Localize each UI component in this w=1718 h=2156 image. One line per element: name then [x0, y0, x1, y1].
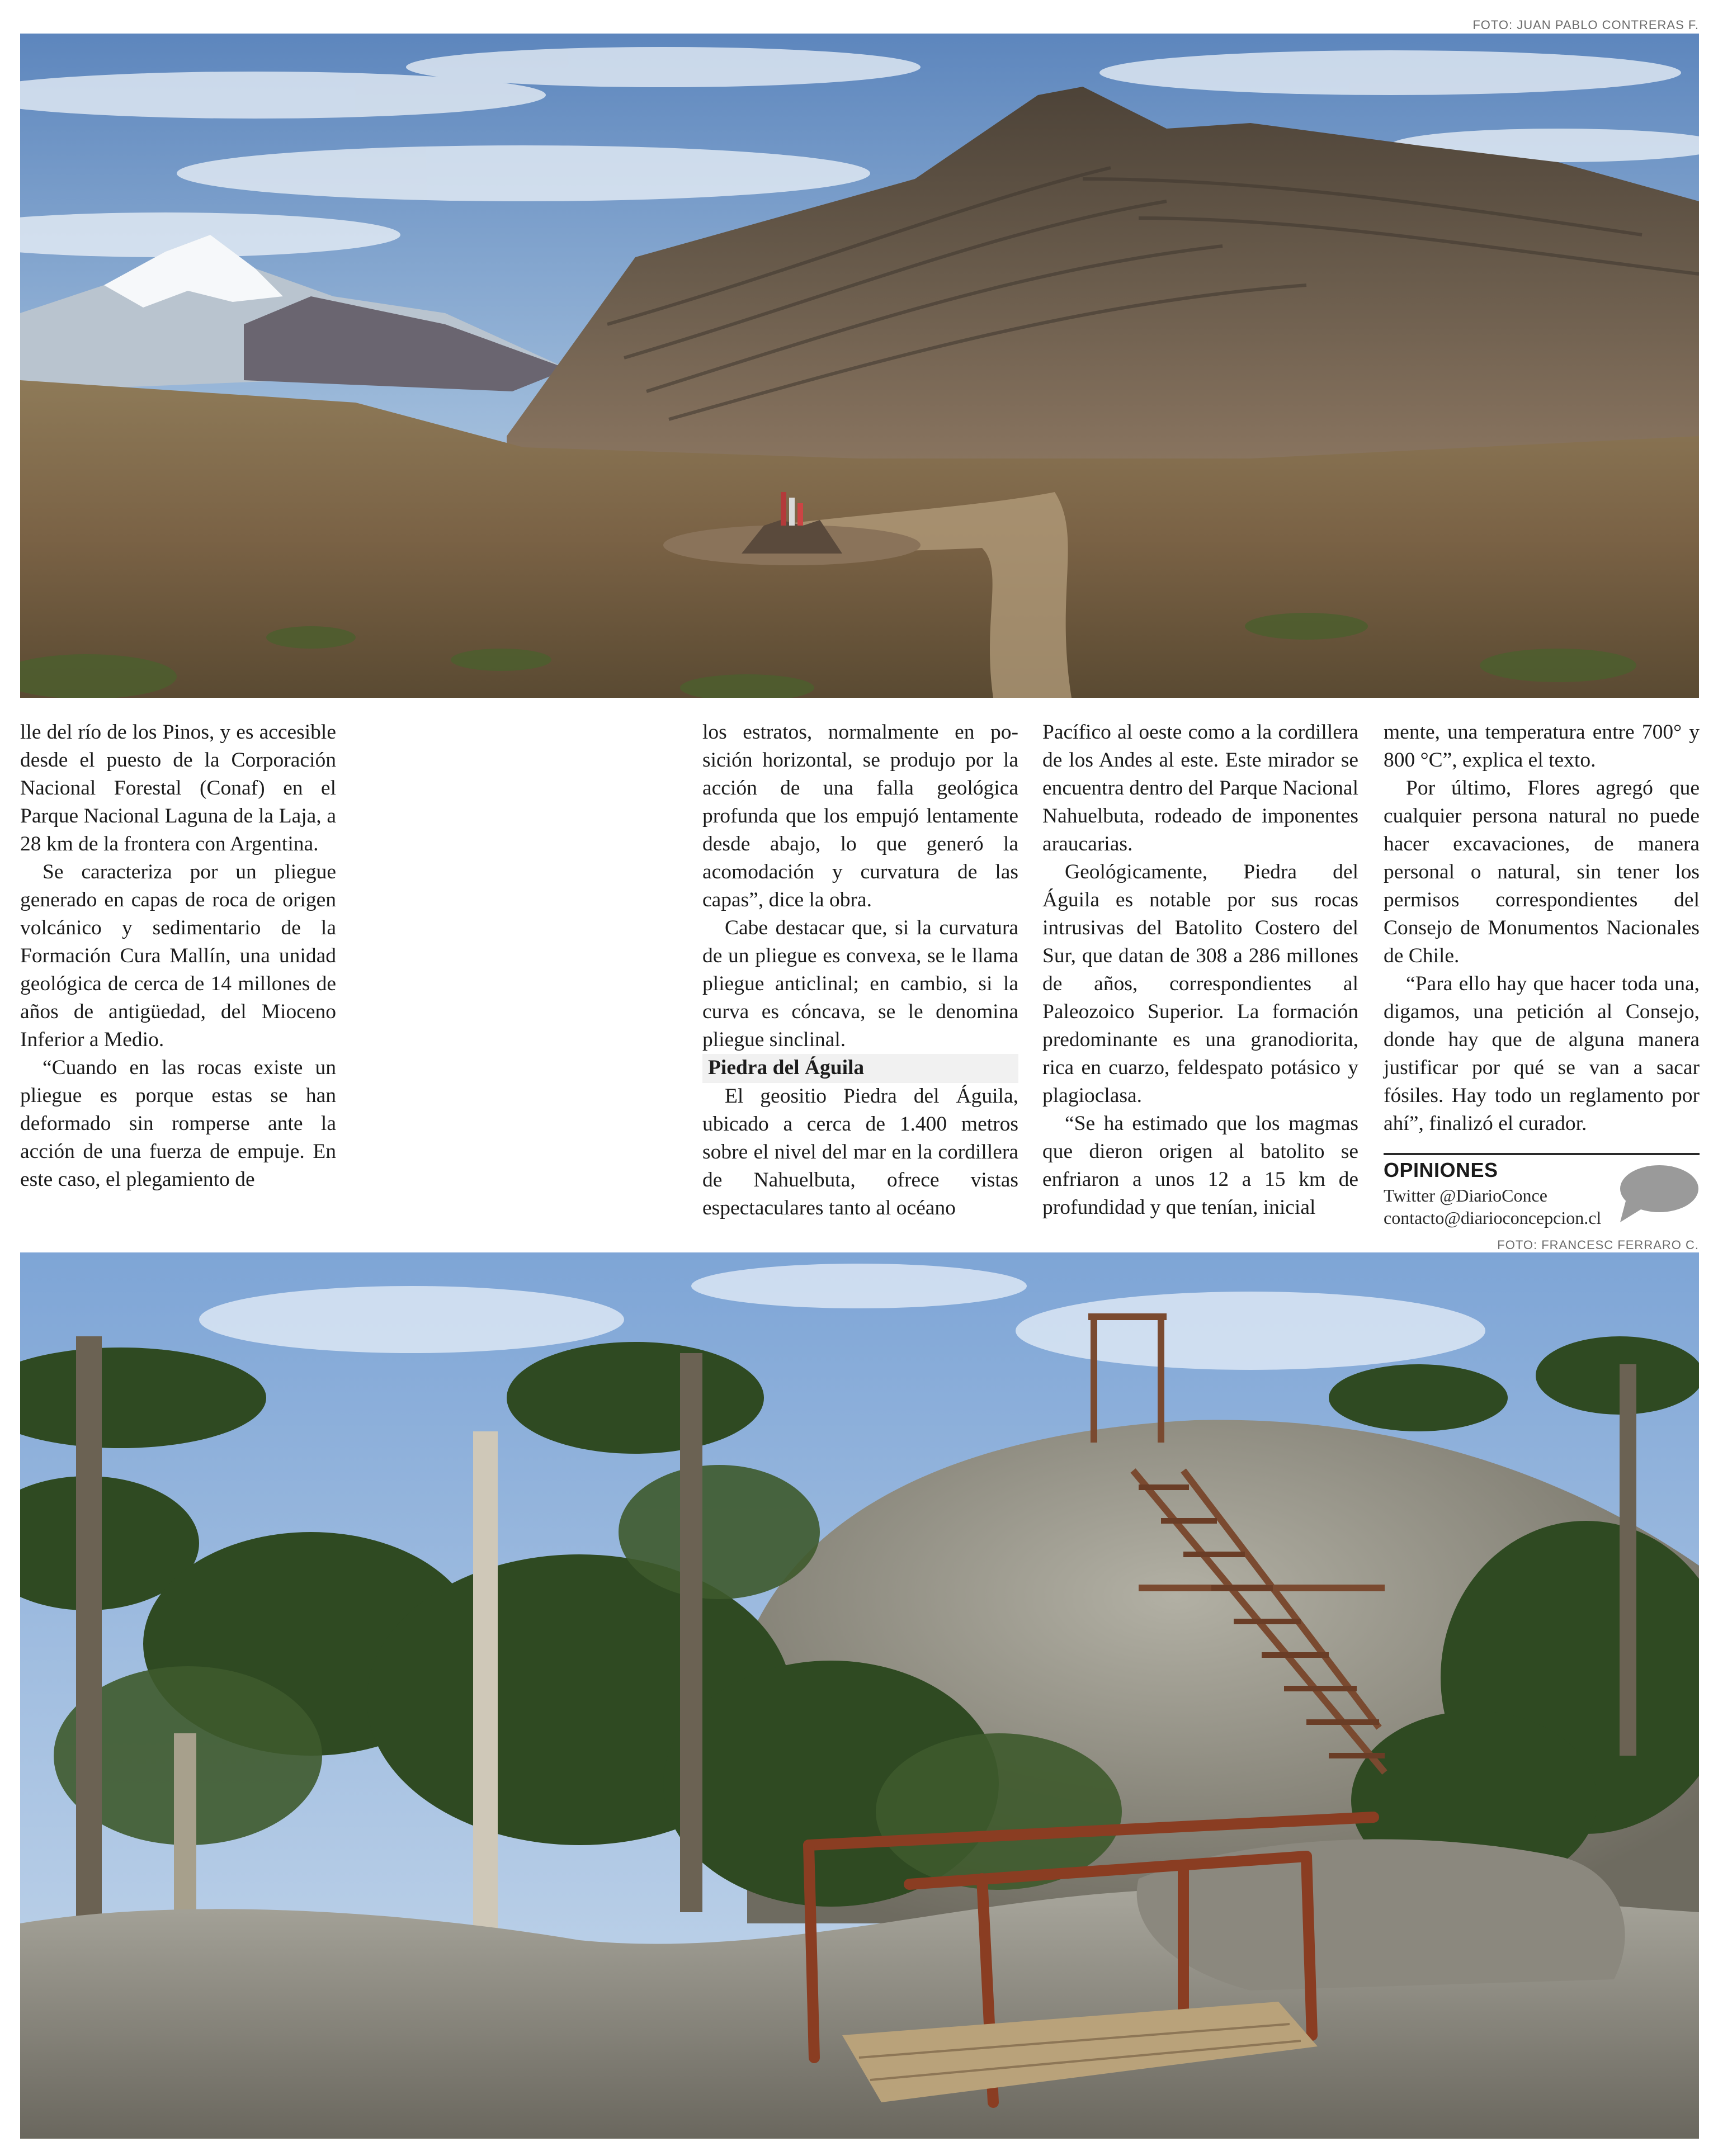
paragraph: “Para ello hay que hacer toda una, digamos, una petición al Consejo, donde hay que de alguna manera justificar por qué se van a sacar fósiles. Hay todo un reglamento por ahí”, finalizó el curador.: [1384, 972, 1700, 1135]
speech-bubble-icon: [1616, 1162, 1700, 1224]
paragraph: “Cuando en las rocas existe un pliegue es porque estas se han deformado sin romperse ante la acción de una fuerza de empuje. En este caso, el plegamiento de: [20, 1056, 336, 1191]
article-column-1: [20, 718, 336, 1230]
paragraph: mente, una temperatura entre 700° y 800 °C”, explica el texto.: [1384, 721, 1700, 772]
paragraph: Se caracteriza por un pliegue generado en capas de roca de origen volcánico y sedimentario de la Formación Cura Mallín, una unidad geológica de cerca de 14 millones de años de antigüedad, del Mioceno Inferior a Medio.: [20, 860, 336, 1051]
paragraph: los estratos, normalmente en posición horizontal, se produjo por la acción de una falla geológica profunda que los empujó lentamente desde abajo, lo que generó la acomodación y curvatura de las capas”, dice la obra.: [702, 721, 1018, 911]
contact-email[interactable]: contacto@diarioconcepcion.cl: [1384, 1208, 1602, 1228]
paragraph: Geológicamente, Piedra del Águila es notable por sus rocas intrusivas del Batolito Costero del Sur, que datan de 308 a 286 millones de años, correspondientes al Paleozoico Superior. La formación predominante es una granodiorita, rica en cuarzo, feldespato potásico y plagioclasa.: [1042, 860, 1358, 1107]
article-column-3: [1042, 718, 1358, 1230]
paragraph: Pacífico al oeste como a la cordillera de los Andes al este. Este mirador se encuentra dentro del Parque Nacional Nahuelbuta, rodeado de imponentes araucarias.: [1042, 721, 1358, 855]
opiniones-box: [1384, 1153, 1700, 1232]
article-column-4: [1384, 718, 1700, 1143]
paragraph: Por último, Flores agregó que cualquier persona natural no puede hacer excavaciones, de manera personal o natural, sin tener los permisos correspondientes del Consejo de Monumentos Nacionales de Chile.: [1384, 777, 1700, 967]
paragraph: lle del río de los Pinos, y es accesible desde el puesto de la Corporación Nacional Forestal (Conaf) en el Parque Nacional Laguna de la Laja, a 28 km de la frontera con Argentina.: [20, 721, 336, 855]
top-landscape-photo: [20, 34, 1699, 698]
paragraph: “Se ha estimado que los magmas que dieron origen al batolito se enfriaron a unos 12 a 15 km de profundidad y que tenían, inicial: [1042, 1112, 1358, 1219]
twitter-handle[interactable]: Twitter @DiarioConce: [1384, 1185, 1547, 1205]
bottom-photo-credit: FOTO: FRANCESC FERRARO C.: [1497, 1238, 1699, 1252]
opiniones-title: OPINIONES: [1384, 1159, 1498, 1181]
paragraph: Cabe destacar que, si la curvatura de un pliegue es convexa, se le llama pliegue anticlinal; en cambio, si la curva es cóncava, se le denomina pliegue sinclinal.: [702, 916, 1018, 1051]
bottom-piedra-aguila-photo: [20, 1252, 1699, 2139]
top-photo-credit: FOTO: JUAN PABLO CONTRERAS F.: [1472, 18, 1699, 32]
article-column-2: [702, 718, 1018, 1230]
section-subhead: Piedra del Águila: [702, 1054, 1018, 1082]
paragraph: El geositio Piedra del Águila, ubicado a cerca de 1.400 metros sobre el nivel del mar en la cordillera de Nahuelbuta, ofrece vistas espectaculares tanto al océano: [702, 1085, 1018, 1219]
